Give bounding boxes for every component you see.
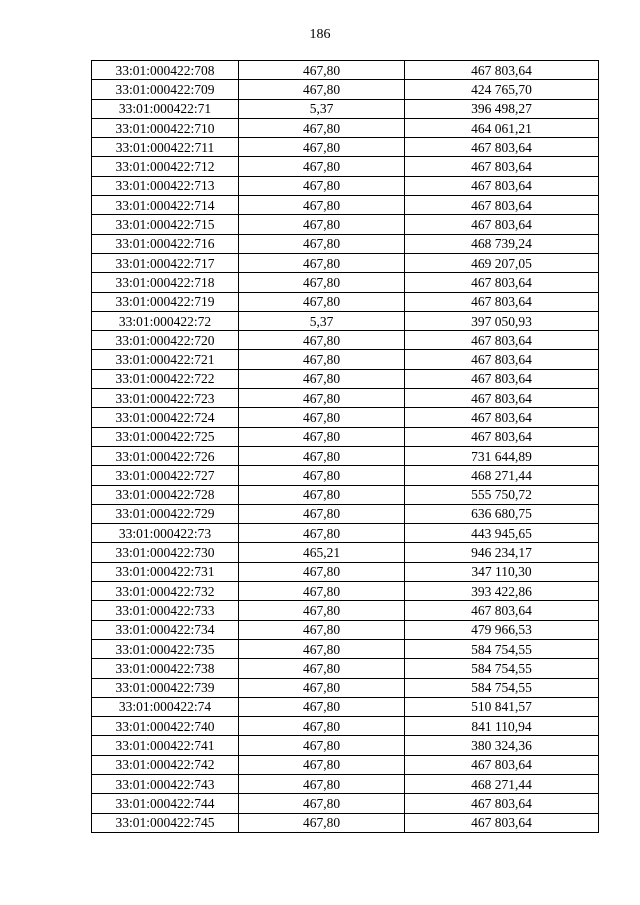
cadastral-value-cell: 468 271,44	[405, 466, 599, 485]
cadastral-number-cell: 33:01:000422:717	[92, 253, 239, 272]
cadastral-value-cell: 468 739,24	[405, 234, 599, 253]
cadastral-number-cell: 33:01:000422:745	[92, 813, 239, 832]
cadastral-number-cell: 33:01:000422:71	[92, 99, 239, 118]
table-row	[92, 311, 599, 330]
cadastral-value-cell: 467 803,64	[405, 196, 599, 215]
cadastral-value-cell: 467 803,64	[405, 813, 599, 832]
cadastral-number-cell: 33:01:000422:712	[92, 157, 239, 176]
area-cell: 467,80	[239, 678, 405, 697]
cadastral-value-cell: 584 754,55	[405, 639, 599, 658]
table-row	[92, 562, 599, 581]
cadastral-value-cell: 469 207,05	[405, 253, 599, 272]
area-cell: 467,80	[239, 253, 405, 272]
cadastral-value-cell: 347 110,30	[405, 562, 599, 581]
cadastral-number-cell: 33:01:000422:721	[92, 350, 239, 369]
cadastral-number-cell: 33:01:000422:744	[92, 794, 239, 813]
cadastral-value-cell: 464 061,21	[405, 118, 599, 137]
cadastral-value-table	[91, 60, 599, 833]
area-cell: 467,80	[239, 234, 405, 253]
table-row	[92, 678, 599, 697]
area-cell: 467,80	[239, 331, 405, 350]
cadastral-number-cell: 33:01:000422:726	[92, 446, 239, 465]
area-cell: 467,80	[239, 620, 405, 639]
table-row	[92, 485, 599, 504]
table-row	[92, 369, 599, 388]
table-row	[92, 253, 599, 272]
cadastral-number-cell: 33:01:000422:72	[92, 311, 239, 330]
table-row	[92, 755, 599, 774]
table-row	[92, 331, 599, 350]
cadastral-number-cell: 33:01:000422:74	[92, 697, 239, 716]
page-number: 186	[309, 27, 331, 42]
table-row	[92, 99, 599, 118]
cadastral-value-cell: 467 803,64	[405, 292, 599, 311]
cadastral-value-cell: 467 803,64	[405, 755, 599, 774]
cadastral-value-cell: 467 803,64	[405, 389, 599, 408]
area-cell: 467,80	[239, 504, 405, 523]
cadastral-number-cell: 33:01:000422:714	[92, 196, 239, 215]
area-cell: 467,80	[239, 446, 405, 465]
area-cell: 467,80	[239, 466, 405, 485]
table-row	[92, 601, 599, 620]
area-cell: 467,80	[239, 755, 405, 774]
table-row	[92, 620, 599, 639]
area-cell: 467,80	[239, 659, 405, 678]
cadastral-value-cell: 467 803,64	[405, 794, 599, 813]
area-cell: 467,80	[239, 524, 405, 543]
cadastral-number-cell: 33:01:000422:724	[92, 408, 239, 427]
table-row	[92, 427, 599, 446]
table-row	[92, 196, 599, 215]
area-cell: 467,80	[239, 157, 405, 176]
table-row	[92, 61, 599, 80]
cadastral-number-cell: 33:01:000422:720	[92, 331, 239, 350]
cadastral-value-cell: 467 803,64	[405, 157, 599, 176]
area-cell: 467,80	[239, 61, 405, 80]
cadastral-number-cell: 33:01:000422:728	[92, 485, 239, 504]
cadastral-value-cell: 555 750,72	[405, 485, 599, 504]
area-cell: 467,80	[239, 350, 405, 369]
cadastral-value-cell: 584 754,55	[405, 678, 599, 697]
cadastral-number-cell: 33:01:000422:715	[92, 215, 239, 234]
cadastral-value-cell: 467 803,64	[405, 427, 599, 446]
area-cell: 467,80	[239, 369, 405, 388]
area-cell: 467,80	[239, 292, 405, 311]
cadastral-value-cell: 467 803,64	[405, 138, 599, 157]
area-cell: 467,80	[239, 273, 405, 292]
table-row	[92, 582, 599, 601]
table-row	[92, 543, 599, 562]
cadastral-number-cell: 33:01:000422:741	[92, 736, 239, 755]
cadastral-number-cell: 33:01:000422:733	[92, 601, 239, 620]
cadastral-value-cell: 424 765,70	[405, 80, 599, 99]
table-row	[92, 80, 599, 99]
table-row	[92, 717, 599, 736]
cadastral-value-cell: 510 841,57	[405, 697, 599, 716]
area-cell: 467,80	[239, 601, 405, 620]
cadastral-number-cell: 33:01:000422:719	[92, 292, 239, 311]
area-cell: 467,80	[239, 639, 405, 658]
cadastral-value-cell: 467 803,64	[405, 176, 599, 195]
table-row	[92, 138, 599, 157]
cadastral-value-cell: 946 234,17	[405, 543, 599, 562]
cadastral-value-cell: 397 050,93	[405, 311, 599, 330]
cadastral-value-cell: 393 422,86	[405, 582, 599, 601]
table-row	[92, 234, 599, 253]
cadastral-number-cell: 33:01:000422:727	[92, 466, 239, 485]
cadastral-number-cell: 33:01:000422:732	[92, 582, 239, 601]
area-cell: 467,80	[239, 215, 405, 234]
table-row	[92, 774, 599, 793]
cadastral-value-cell: 467 803,64	[405, 350, 599, 369]
table-row	[92, 176, 599, 195]
cadastral-number-cell: 33:01:000422:731	[92, 562, 239, 581]
table-row	[92, 215, 599, 234]
cadastral-value-cell: 636 680,75	[405, 504, 599, 523]
area-cell: 467,80	[239, 562, 405, 581]
cadastral-number-cell: 33:01:000422:718	[92, 273, 239, 292]
cadastral-value-cell: 731 644,89	[405, 446, 599, 465]
area-cell: 467,80	[239, 80, 405, 99]
area-cell: 467,80	[239, 582, 405, 601]
table-row	[92, 794, 599, 813]
cadastral-number-cell: 33:01:000422:734	[92, 620, 239, 639]
cadastral-value-cell: 467 803,64	[405, 61, 599, 80]
table-row	[92, 466, 599, 485]
area-cell: 467,80	[239, 118, 405, 137]
cadastral-value-cell: 479 966,53	[405, 620, 599, 639]
table-row	[92, 408, 599, 427]
table-row	[92, 118, 599, 137]
area-cell: 467,80	[239, 813, 405, 832]
area-cell: 467,80	[239, 176, 405, 195]
cadastral-number-cell: 33:01:000422:723	[92, 389, 239, 408]
cadastral-value-cell: 467 803,64	[405, 369, 599, 388]
cadastral-number-cell: 33:01:000422:738	[92, 659, 239, 678]
area-cell: 467,80	[239, 794, 405, 813]
cadastral-number-cell: 33:01:000422:722	[92, 369, 239, 388]
table-row	[92, 292, 599, 311]
table-row	[92, 157, 599, 176]
table-row	[92, 659, 599, 678]
table-row	[92, 446, 599, 465]
table-row	[92, 639, 599, 658]
cadastral-value-cell: 841 110,94	[405, 717, 599, 736]
cadastral-number-cell: 33:01:000422:730	[92, 543, 239, 562]
cadastral-number-cell: 33:01:000422:716	[92, 234, 239, 253]
cadastral-value-cell: 396 498,27	[405, 99, 599, 118]
area-cell: 5,37	[239, 311, 405, 330]
table-row	[92, 524, 599, 543]
cadastral-value-cell: 443 945,65	[405, 524, 599, 543]
cadastral-value-cell: 584 754,55	[405, 659, 599, 678]
area-cell: 465,21	[239, 543, 405, 562]
cadastral-value-cell: 380 324,36	[405, 736, 599, 755]
area-cell: 467,80	[239, 408, 405, 427]
cadastral-value-cell: 467 803,64	[405, 331, 599, 350]
area-cell: 5,37	[239, 99, 405, 118]
area-cell: 467,80	[239, 485, 405, 504]
cadastral-number-cell: 33:01:000422:709	[92, 80, 239, 99]
area-cell: 467,80	[239, 717, 405, 736]
table-row	[92, 813, 599, 832]
table-row	[92, 273, 599, 292]
cadastral-number-cell: 33:01:000422:711	[92, 138, 239, 157]
cadastral-number-cell: 33:01:000422:729	[92, 504, 239, 523]
cadastral-value-cell: 467 803,64	[405, 601, 599, 620]
area-cell: 467,80	[239, 427, 405, 446]
cadastral-value-cell: 467 803,64	[405, 215, 599, 234]
cadastral-value-cell: 468 271,44	[405, 774, 599, 793]
table-row	[92, 389, 599, 408]
area-cell: 467,80	[239, 736, 405, 755]
cadastral-number-cell: 33:01:000422:742	[92, 755, 239, 774]
area-cell: 467,80	[239, 138, 405, 157]
cadastral-number-cell: 33:01:000422:739	[92, 678, 239, 697]
cadastral-value-cell: 467 803,64	[405, 408, 599, 427]
table-row	[92, 736, 599, 755]
cadastral-number-cell: 33:01:000422:73	[92, 524, 239, 543]
cadastral-number-cell: 33:01:000422:713	[92, 176, 239, 195]
cadastral-number-cell: 33:01:000422:710	[92, 118, 239, 137]
cadastral-number-cell: 33:01:000422:740	[92, 717, 239, 736]
cadastral-number-cell: 33:01:000422:708	[92, 61, 239, 80]
table-body	[92, 61, 599, 833]
cadastral-number-cell: 33:01:000422:725	[92, 427, 239, 446]
cadastral-number-cell: 33:01:000422:743	[92, 774, 239, 793]
cadastral-number-cell: 33:01:000422:735	[92, 639, 239, 658]
table-row	[92, 350, 599, 369]
area-cell: 467,80	[239, 196, 405, 215]
area-cell: 467,80	[239, 389, 405, 408]
area-cell: 467,80	[239, 697, 405, 716]
cadastral-value-cell: 467 803,64	[405, 273, 599, 292]
table-row	[92, 697, 599, 716]
area-cell: 467,80	[239, 774, 405, 793]
table-row	[92, 504, 599, 523]
